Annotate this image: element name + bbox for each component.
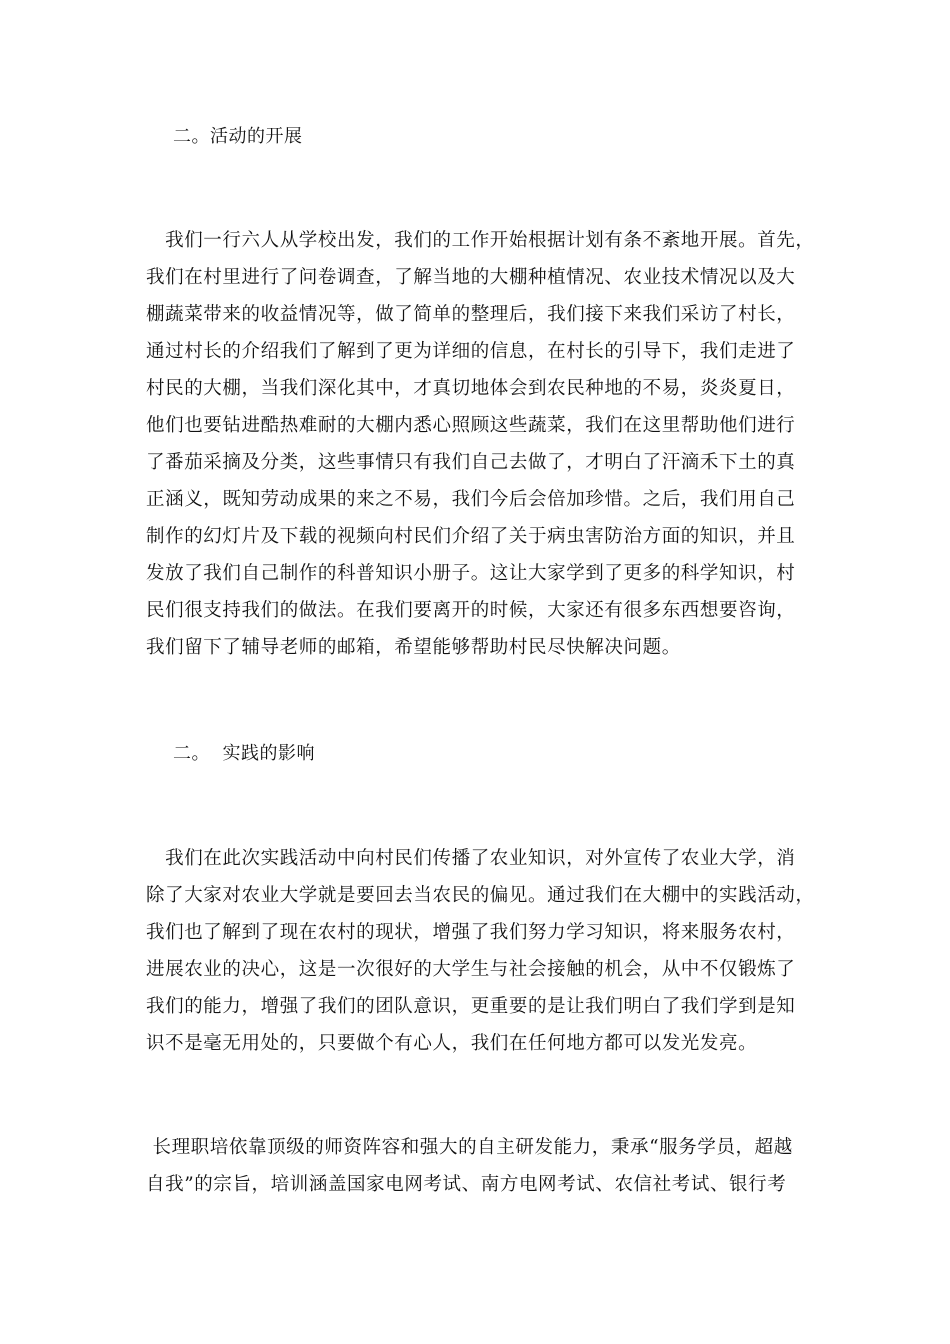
body-line: 正涵义，既知劳动成果的来之不易，我们今后会倍加珍惜。之后，我们用自己 [146, 489, 796, 510]
body-line: 我们留下了辅导老师的邮箱，希望能够帮助村民尽快解决问题。 [146, 637, 681, 658]
body-line: 民们很支持我们的做法。在我们要离开的时候，大家还有很多东西想要咨询， [146, 600, 796, 621]
body-line: 制作的幻灯片及下载的视频向村民们介绍了关于病虫害防治方面的知识，并且 [146, 526, 796, 547]
body-line: 棚蔬菜带来的收益情况等，做了简单的整理后，我们接下来我们采访了村长， [146, 304, 796, 325]
body-line: 村民的大棚，当我们深化其中，才真切地体会到农民种地的不易，炎炎夏日， [146, 378, 796, 399]
body-line: 我们在村里进行了问卷调查，了解当地的大棚种植情况、农业技术情况以及大 [146, 267, 796, 288]
body-line: 除了大家对农业大学就是要回去当农民的偏见。通过我们在大棚中的实践活动， [146, 885, 815, 906]
body-line: 发放了我们自己制作的科普知识小册子。这让大家学到了更多的科学知识，村 [146, 563, 796, 584]
body-line: 我们在此次实践活动中向村民们传播了农业知识，对外宣传了农业大学，消 [146, 848, 796, 869]
section-heading-impact: 二。 实践的影响 [173, 743, 315, 764]
body-line: 他们也要钻进酷热难耐的大棚内悉心照顾这些蔬菜，我们在这里帮助他们进行 [146, 415, 796, 436]
section-heading-activity: 二。活动的开展 [173, 126, 303, 147]
body-line: 识不是毫无用处的，只要做个有心人，我们在任何地方都可以发光发亮。 [146, 1033, 758, 1054]
body-line: 我们的能力，增强了我们的团队意识，更重要的是让我们明白了我们学到是知 [146, 996, 796, 1017]
body-line: 通过村长的介绍我们了解到了更为详细的信息，在村长的引导下，我们走进了 [146, 341, 796, 362]
body-line: 了番茄采摘及分类，这些事情只有我们自己去做了，才明白了汗滴禾下土的真 [146, 452, 796, 473]
body-line: 我们也了解到了现在农村的现状，增强了我们努力学习知识，将来服务农村， [146, 922, 796, 943]
body-line: 我们一行六人从学校出发，我们的工作开始根据计划有条不紊地开展。首先， [146, 230, 815, 251]
footer-line: 长理职培依靠顶级的师资阵容和强大的自主研发能力，秉承“服务学员，超越 [146, 1137, 793, 1158]
body-line: 进展农业的决心，这是一次很好的大学生与社会接触的机会，从中不仅锻炼了 [146, 959, 796, 980]
footer-line: 自我”的宗旨，培训涵盖国家电网考试、南方电网考试、农信社考试、银行考 [146, 1174, 787, 1195]
